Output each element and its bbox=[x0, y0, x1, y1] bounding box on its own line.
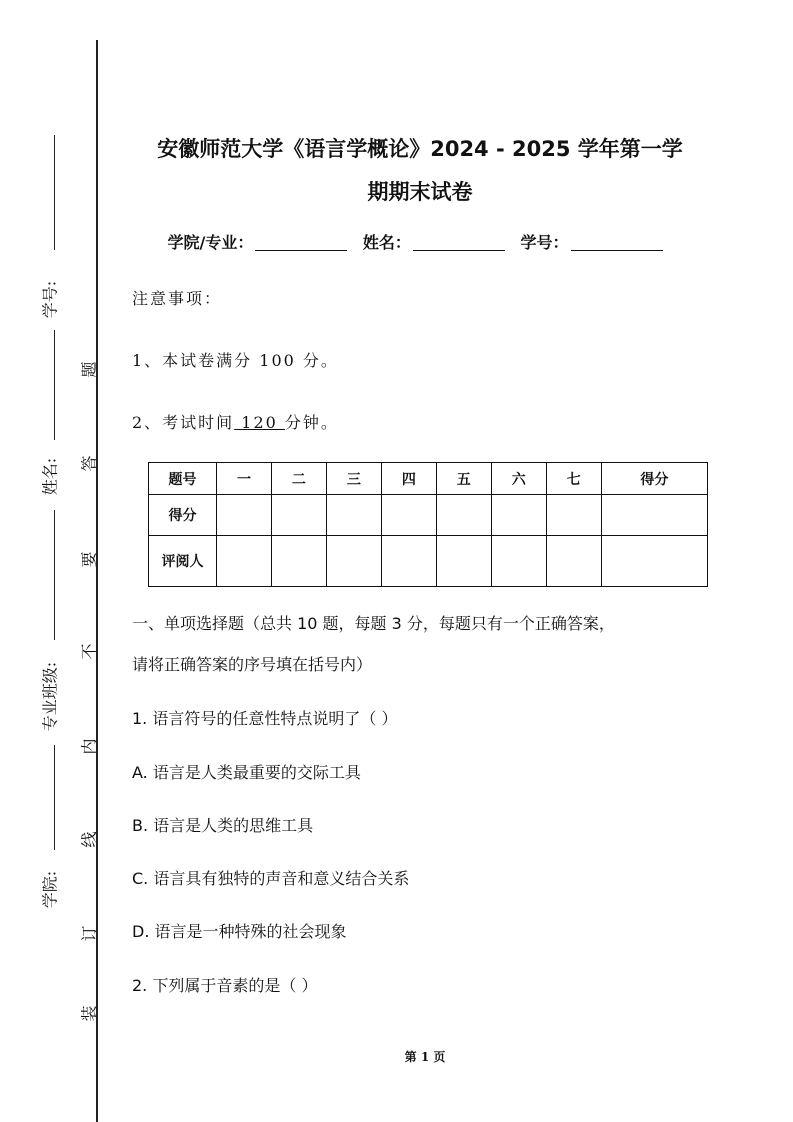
reviewer-cell[interactable] bbox=[217, 536, 272, 587]
score-cell[interactable] bbox=[601, 495, 707, 536]
score-cell[interactable] bbox=[436, 495, 491, 536]
id-label: 学号： bbox=[520, 233, 569, 252]
header-cell: 四 bbox=[381, 463, 436, 495]
note-item-2-text: 2、考试时间 bbox=[132, 413, 235, 432]
margin-field-class: 专业班级: bbox=[40, 661, 60, 732]
q1-option-c: C. 语言具有独特的声音和意义结合关系 bbox=[132, 869, 410, 888]
score-table bbox=[148, 462, 708, 587]
reviewer-cell[interactable] bbox=[546, 536, 601, 587]
reviewer-row bbox=[149, 536, 708, 587]
reviewer-cell[interactable] bbox=[271, 536, 326, 587]
margin-blank-line bbox=[54, 135, 55, 250]
score-cell[interactable] bbox=[217, 495, 272, 536]
binding-line bbox=[96, 40, 98, 1122]
header-cell: 三 bbox=[326, 463, 381, 495]
score-cell[interactable] bbox=[546, 495, 601, 536]
header-cell: 七 bbox=[546, 463, 601, 495]
header-cell: 五 bbox=[436, 463, 491, 495]
note-item-2-unit: 分钟。 bbox=[284, 413, 339, 432]
binding-char: 要 bbox=[79, 551, 99, 568]
row-label: 评阅人 bbox=[149, 536, 217, 587]
margin-blank-line bbox=[54, 745, 55, 850]
note-item-1: 1、本试卷满分 100 分。 bbox=[132, 351, 339, 370]
reviewer-cell[interactable] bbox=[436, 536, 491, 587]
binding-char: 订 bbox=[79, 925, 99, 942]
score-cell[interactable] bbox=[381, 495, 436, 536]
binding-char: 线 bbox=[79, 831, 99, 848]
college-blank[interactable] bbox=[255, 234, 347, 251]
exam-duration: 120 bbox=[234, 413, 285, 432]
score-cell[interactable] bbox=[326, 495, 381, 536]
section1-heading-line2: 请将正确答案的序号填在括号内） bbox=[132, 655, 373, 674]
question-1: 1. 语言符号的任意性特点说明了（ ） bbox=[132, 709, 398, 728]
note-item-2 bbox=[132, 410, 339, 433]
binding-char: 不 bbox=[79, 643, 99, 660]
binding-char: 题 bbox=[79, 361, 99, 378]
q1-option-a: A. 语言是人类最重要的交际工具 bbox=[132, 763, 361, 782]
q1-option-b: B. 语言是人类的思维工具 bbox=[132, 816, 314, 835]
score-table-header bbox=[149, 463, 708, 495]
page-number: 第 1 页 bbox=[404, 1050, 446, 1064]
exam-title-line1: 安徽师范大学《语言学概论》2024 - 2025 学年第一学 bbox=[157, 137, 683, 161]
notes-heading: 注意事项： bbox=[132, 289, 223, 308]
header-cell: 六 bbox=[491, 463, 546, 495]
student-info-row bbox=[120, 230, 720, 253]
header-cell: 二 bbox=[271, 463, 326, 495]
binding-char: 答 bbox=[79, 455, 99, 472]
margin-blank-line bbox=[54, 510, 55, 640]
row-label: 得分 bbox=[149, 495, 217, 536]
binding-char: 内 bbox=[79, 738, 99, 755]
binding-char: 装 bbox=[79, 1005, 99, 1022]
section1-heading-line1: 一、单项选择题（总共 10 题，每题 3 分，每题只有一个正确答案， bbox=[132, 614, 615, 633]
name-label: 姓名： bbox=[362, 233, 411, 252]
header-cell: 得分 bbox=[601, 463, 707, 495]
margin-field-name: 姓名: bbox=[40, 457, 60, 496]
exam-title-line2: 期期末试卷 bbox=[367, 180, 473, 204]
reviewer-cell[interactable] bbox=[326, 536, 381, 587]
score-cell[interactable] bbox=[491, 495, 546, 536]
q1-option-d: D. 语言是一种特殊的社会现象 bbox=[132, 922, 347, 941]
header-cell: 一 bbox=[217, 463, 272, 495]
reviewer-cell[interactable] bbox=[601, 536, 707, 587]
id-blank[interactable] bbox=[571, 234, 663, 251]
score-cell[interactable] bbox=[271, 495, 326, 536]
question-2: 2. 下列属于音素的是（ ） bbox=[132, 976, 318, 995]
margin-blank-line bbox=[54, 330, 55, 440]
score-row bbox=[149, 495, 708, 536]
margin-field-id: 学号: bbox=[40, 280, 60, 319]
margin-field-college: 学院: bbox=[40, 870, 60, 909]
header-cell: 题号 bbox=[149, 463, 217, 495]
college-label: 学院/专业： bbox=[167, 233, 254, 252]
reviewer-cell[interactable] bbox=[381, 536, 436, 587]
name-blank[interactable] bbox=[413, 234, 505, 251]
reviewer-cell[interactable] bbox=[491, 536, 546, 587]
